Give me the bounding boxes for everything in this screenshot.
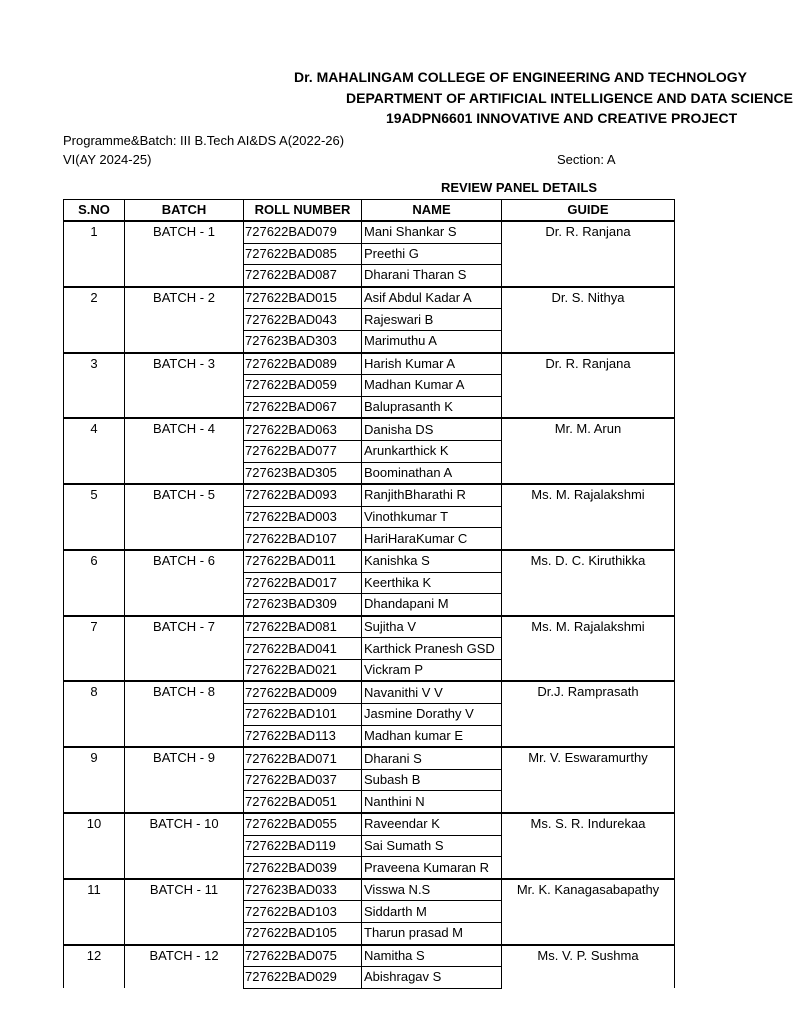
roll-number: 727622BAD029	[244, 967, 362, 989]
roll-number: 727622BAD067	[244, 396, 362, 418]
student-name: Abishragav S	[362, 967, 502, 989]
student-name: Madhan Kumar A	[362, 375, 502, 397]
student-name: Namitha S	[362, 945, 502, 967]
batch-label: BATCH - 3	[125, 353, 244, 419]
batch-sno: 11	[64, 879, 125, 945]
table-row	[64, 418, 675, 440]
batch-sno: 5	[64, 484, 125, 550]
student-name: Arunkarthick K	[362, 440, 502, 462]
batch-label: BATCH - 8	[125, 681, 244, 747]
roll-number: 727622BAD041	[244, 638, 362, 660]
student-name: Dharani Tharan S	[362, 265, 502, 287]
student-name: Tharun prasad M	[362, 923, 502, 945]
table-row	[64, 813, 675, 835]
student-name: Mani Shankar S	[362, 221, 502, 243]
student-name: Sujitha V	[362, 616, 502, 638]
guide-name: Ms. M. Rajalakshmi	[502, 616, 675, 682]
student-name: HariHaraKumar C	[362, 528, 502, 550]
table-row	[64, 353, 675, 375]
batch-sno: 9	[64, 747, 125, 813]
roll-number: 727622BAD011	[244, 550, 362, 572]
col-guide: GUIDE	[502, 200, 675, 222]
student-name: Siddarth M	[362, 901, 502, 923]
col-batch: BATCH	[125, 200, 244, 222]
table-title: REVIEW PANEL DETAILS	[441, 180, 598, 195]
roll-number: 727622BAD077	[244, 440, 362, 462]
roll-number: 727622BAD037	[244, 769, 362, 791]
batch-label: BATCH - 4	[125, 418, 244, 484]
batch-label: BATCH - 2	[125, 287, 244, 353]
guide-name: Dr. S. Nithya	[502, 287, 675, 353]
batch-label: BATCH - 5	[125, 484, 244, 550]
college-title: Dr. MAHALINGAM COLLEGE OF ENGINEERING AND TECHNOLOGY	[294, 69, 747, 85]
guide-name: Mr. M. Arun	[502, 418, 675, 484]
batch-sno: 8	[64, 681, 125, 747]
student-name: Karthick Pranesh GSD	[362, 638, 502, 660]
student-name: Boominathan A	[362, 462, 502, 484]
batch-sno: 2	[64, 287, 125, 353]
batch-sno: 10	[64, 813, 125, 879]
student-name: Rajeswari B	[362, 309, 502, 331]
roll-number: 727622BAD003	[244, 506, 362, 528]
roll-number: 727622BAD085	[244, 243, 362, 265]
student-name: Marimuthu A	[362, 330, 502, 352]
roll-number: 727622BAD075	[244, 945, 362, 967]
batch-label: BATCH - 11	[125, 879, 244, 945]
department-title: DEPARTMENT OF ARTIFICIAL INTELLIGENCE AND DATA SCIENCE	[346, 90, 793, 106]
guide-name: Dr. R. Ranjana	[502, 353, 675, 419]
batch-sno: 6	[64, 550, 125, 616]
batch-label: BATCH - 1	[125, 221, 244, 287]
col-sno: S.NO	[64, 200, 125, 222]
batch-sno: 3	[64, 353, 125, 419]
batch-label: BATCH - 6	[125, 550, 244, 616]
roll-number: 727622BAD081	[244, 616, 362, 638]
programme-batch: Programme&Batch: III B.Tech AI&DS A(2022-26)	[63, 133, 345, 148]
roll-number: 727623BAD033	[244, 879, 362, 901]
col-roll-number: ROLL NUMBER	[244, 200, 362, 222]
roll-number: 727622BAD093	[244, 484, 362, 506]
roll-number: 727622BAD021	[244, 659, 362, 681]
table-row	[64, 747, 675, 769]
batch-label: BATCH - 12	[125, 945, 244, 989]
programme-semester: VI(AY 2024-25)	[63, 152, 152, 167]
batch-sno: 1	[64, 221, 125, 287]
batch-sno: 7	[64, 616, 125, 682]
guide-name: Ms. S. R. Indurekaa	[502, 813, 675, 879]
batch-sno: 4	[64, 418, 125, 484]
student-name: Preethi G	[362, 243, 502, 265]
student-name: Jasmine Dorathy V	[362, 704, 502, 726]
section-label: Section: A	[557, 152, 616, 167]
review-panel-table	[63, 199, 675, 989]
student-name: Nanthini N	[362, 791, 502, 813]
table-row	[64, 616, 675, 638]
roll-number: 727622BAD079	[244, 221, 362, 243]
table-body	[64, 221, 675, 988]
guide-name: Dr.J. Ramprasath	[502, 681, 675, 747]
batch-label: BATCH - 10	[125, 813, 244, 879]
roll-number: 727622BAD039	[244, 857, 362, 879]
guide-name: Mr. V. Eswaramurthy	[502, 747, 675, 813]
table-row	[64, 550, 675, 572]
student-name: Visswa N.S	[362, 879, 502, 901]
roll-number: 727622BAD071	[244, 747, 362, 769]
batch-label: BATCH - 9	[125, 747, 244, 813]
roll-number: 727623BAD309	[244, 594, 362, 616]
roll-number: 727622BAD051	[244, 791, 362, 813]
student-name: Kanishka S	[362, 550, 502, 572]
roll-number: 727622BAD015	[244, 287, 362, 309]
student-name: Dhandapani M	[362, 594, 502, 616]
table-row	[64, 945, 675, 967]
roll-number: 727622BAD107	[244, 528, 362, 550]
student-name: RanjithBharathi R	[362, 484, 502, 506]
roll-number: 727622BAD087	[244, 265, 362, 287]
student-name: Subash B	[362, 769, 502, 791]
table-row	[64, 221, 675, 243]
student-name: Baluprasanth K	[362, 396, 502, 418]
roll-number: 727623BAD303	[244, 330, 362, 352]
guide-name: Mr. K. Kanagasabapathy	[502, 879, 675, 945]
table-row	[64, 484, 675, 506]
student-name: Harish Kumar A	[362, 353, 502, 375]
roll-number: 727622BAD063	[244, 418, 362, 440]
student-name: Raveendar K	[362, 813, 502, 835]
table-row	[64, 681, 675, 703]
table-header-row	[64, 200, 675, 222]
roll-number: 727622BAD105	[244, 923, 362, 945]
student-name: Keerthika K	[362, 572, 502, 594]
student-name: Madhan kumar E	[362, 725, 502, 747]
guide-name: Ms. D. C. Kiruthikka	[502, 550, 675, 616]
student-name: Praveena Kumaran R	[362, 857, 502, 879]
roll-number: 727622BAD089	[244, 353, 362, 375]
student-name: Sai Sumath S	[362, 835, 502, 857]
roll-number: 727622BAD113	[244, 725, 362, 747]
student-name: Asif Abdul Kadar A	[362, 287, 502, 309]
student-name: Vinothkumar T	[362, 506, 502, 528]
guide-name: Ms. V. P. Sushma	[502, 945, 675, 989]
roll-number: 727623BAD305	[244, 462, 362, 484]
batch-label: BATCH - 7	[125, 616, 244, 682]
guide-name: Ms. M. Rajalakshmi	[502, 484, 675, 550]
roll-number: 727622BAD119	[244, 835, 362, 857]
student-name: Danisha DS	[362, 418, 502, 440]
roll-number: 727622BAD059	[244, 375, 362, 397]
student-name: Navanithi V V	[362, 681, 502, 703]
batch-sno: 12	[64, 945, 125, 989]
table-row	[64, 287, 675, 309]
student-name: Dharani S	[362, 747, 502, 769]
roll-number: 727622BAD017	[244, 572, 362, 594]
roll-number: 727622BAD055	[244, 813, 362, 835]
course-title: 19ADPN6601 INNOVATIVE AND CREATIVE PROJECT	[386, 110, 738, 126]
roll-number: 727622BAD101	[244, 704, 362, 726]
roll-number: 727622BAD103	[244, 901, 362, 923]
table-row	[64, 879, 675, 901]
student-name: Vickram P	[362, 659, 502, 681]
roll-number: 727622BAD009	[244, 681, 362, 703]
header-block	[0, 60, 793, 140]
roll-number: 727622BAD043	[244, 309, 362, 331]
col-name: NAME	[362, 200, 502, 222]
guide-name: Dr. R. Ranjana	[502, 221, 675, 287]
